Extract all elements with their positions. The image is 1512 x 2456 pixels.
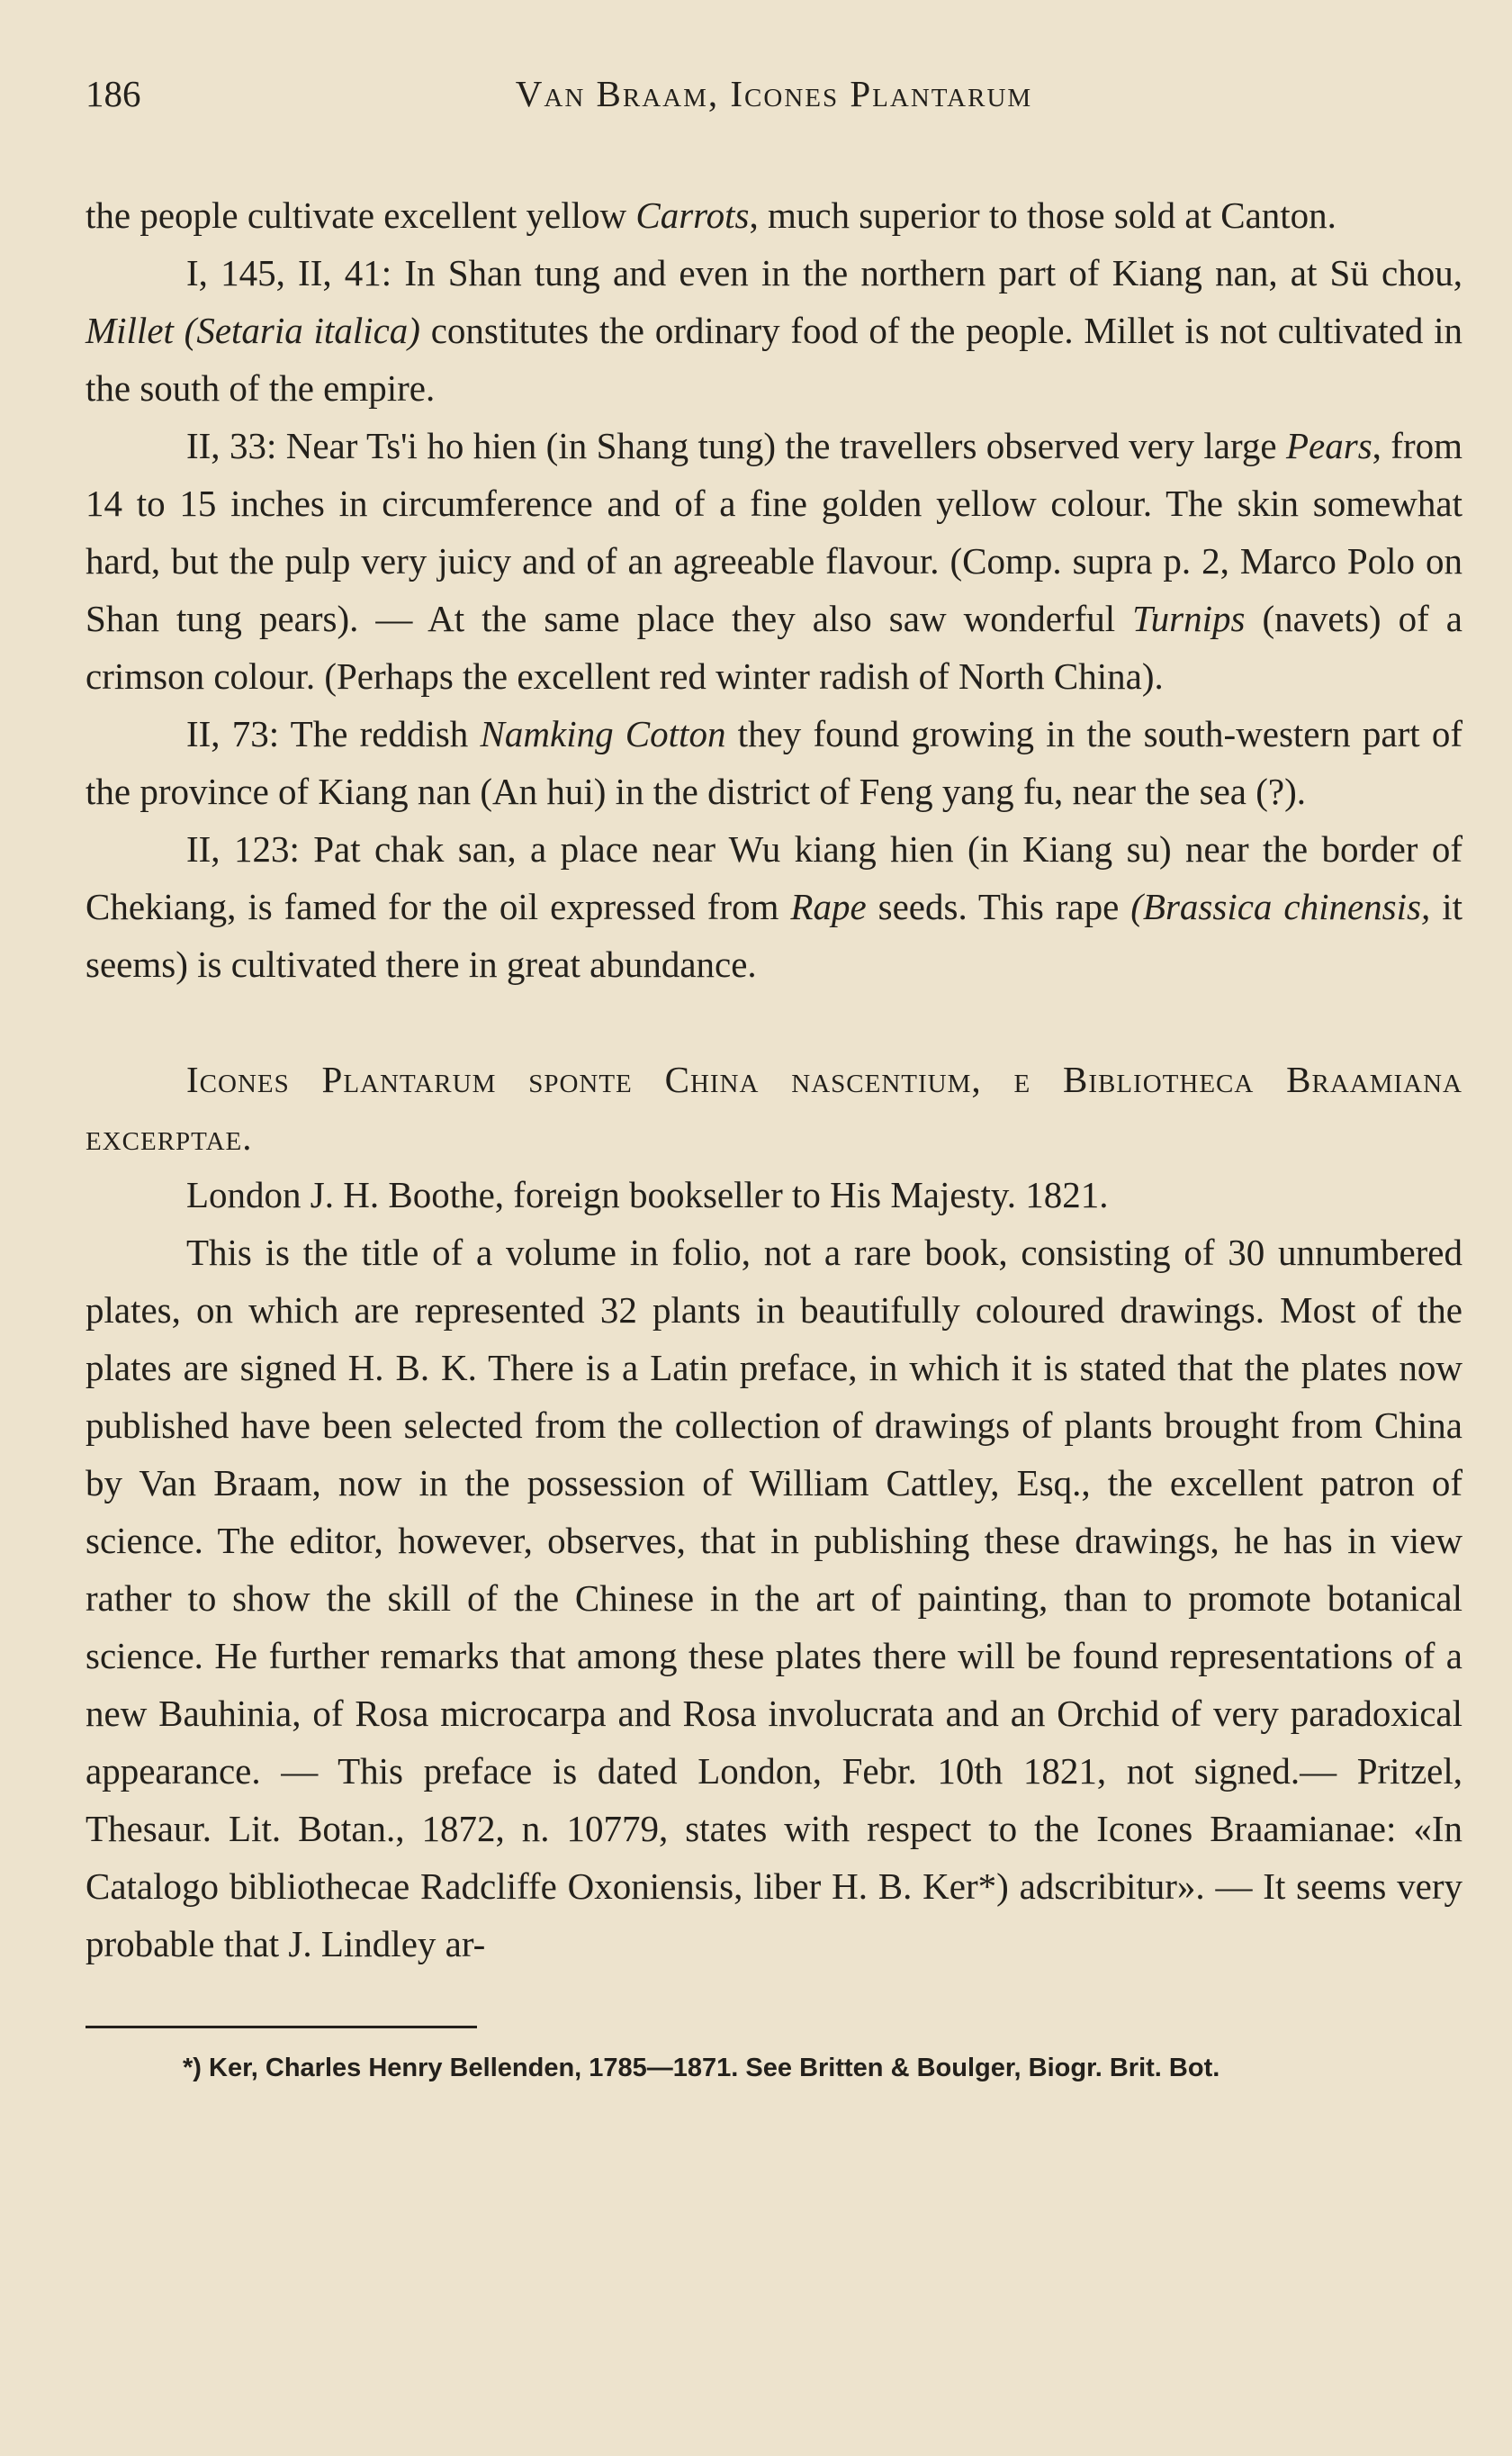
italic-term: Rape [790,886,867,927]
paragraph [86,244,1462,417]
text-segment: they found growing in the south-western part of the province of Kiang nan (An hui) in the district of Feng yang fu, near the sea (?). [86,713,1462,812]
italic-term: Turnips [1132,598,1246,639]
text-segment: II, 33: Near Ts'i ho hien (in Shang tung) the travellers observed very large [186,425,1286,466]
text-segment: the people cultivate excellent yellow [86,194,636,236]
text-segment: , much superior to those sold at Canton. [749,194,1336,236]
section-title: Icones Plantarum sponte China nascentium, e Bibliotheca Braamiana excerptae. [86,1059,1462,1158]
footnote: *) Ker, Charles Henry Bellenden, 1785—1871. See Britten & Boulger, Biogr. Brit. Bot. [183,2054,1220,2082]
paragraph [86,1223,1462,1973]
paragraph [86,417,1462,705]
text-segment: This is the title of a volume in folio, not a rare book, consisting of 30 unnumbered plates, on which are represented 32 plants in beautifully coloured drawings. Most of the plates are signed H. B. K. There is a Latin preface, in which it is stated that the plates now published have been selected from the collection of drawings of plants brought from China by Van Braam, now in the possession of William Cattley, Esq., the excellent patron of science. The editor, however, observes, that in publishing these drawings, he has in view rather to show the skill of the Chinese in the art of painting, than to promote botanical science. He further remarks that among these plates there will be found representations of a new Bauhinia, of Rosa microcarpa and Rosa involucrata and an Orchid of very paradoxical appearance. — This preface is dated London, Febr. 10th 1821, not signed.— Pritzel, Thesaur. Lit. Botan., 1872, n. 10779, states with respect to the Icones Braamianae: «In Catalogo bibliothecae Radcliffe Oxoniensis, liber H. B. Ker*) adscribitur». — It seems very probable that J. Lindley ar- [86,1232,1462,1964]
text-segment: II, 123: Pat chak san, a place near Wu kiang hien (in Kiang su) near the border of Chekiang, is famed for the oil expressed from [86,828,1462,927]
text-segment: constitutes the ordinary food of the people. Millet is not cultivated in the south of the empire. [86,310,1463,409]
text-segment: (navets) of a crimson colour. (Perhaps the excellent red winter radish of North China). [86,598,1462,697]
footnote-rule [86,2026,477,2028]
section-gap [86,993,1462,1051]
body-text [86,186,1462,1973]
italic-term: Millet (Setaria italica) [86,310,420,351]
running-head [86,72,1462,135]
paragraph [86,1051,1462,1166]
text-segment: it seems) is cultivated there in great abundance. [86,886,1462,985]
page [86,72,1462,2090]
italic-term: Pears [1286,425,1372,466]
page-number: 186 [86,73,141,114]
paragraph [86,705,1462,820]
italic-term: Namking Cotton [480,713,726,754]
text-segment: II, 73: The reddish [186,713,481,754]
paragraph [86,820,1462,993]
text-segment: London J. H. Boothe, foreign bookseller to His Majesty. 1821. [186,1174,1109,1215]
text-segment: I, 145, II, 41: In Shan tung and even in the northern part of Kiang nan, at Sü chou, [186,252,1462,293]
paragraph [86,1166,1462,1223]
running-title: Van Braam, Icones Plantarum [515,73,1033,114]
italic-term: Carrots [635,194,750,236]
text-segment: seeds. This rape [866,886,1131,927]
italic-term: (Brassica chinensis, [1130,886,1431,927]
paragraph [86,186,1462,244]
text-segment: , from 14 to 15 inches in circumference and of a fine golden yellow colour. The skin somewhat hard, but the pulp very juicy and of an agreeable flavour. (Comp. supra p. 2, Marco Polo on Shan tung pears). — At the same place they also saw wonderful [86,425,1462,639]
